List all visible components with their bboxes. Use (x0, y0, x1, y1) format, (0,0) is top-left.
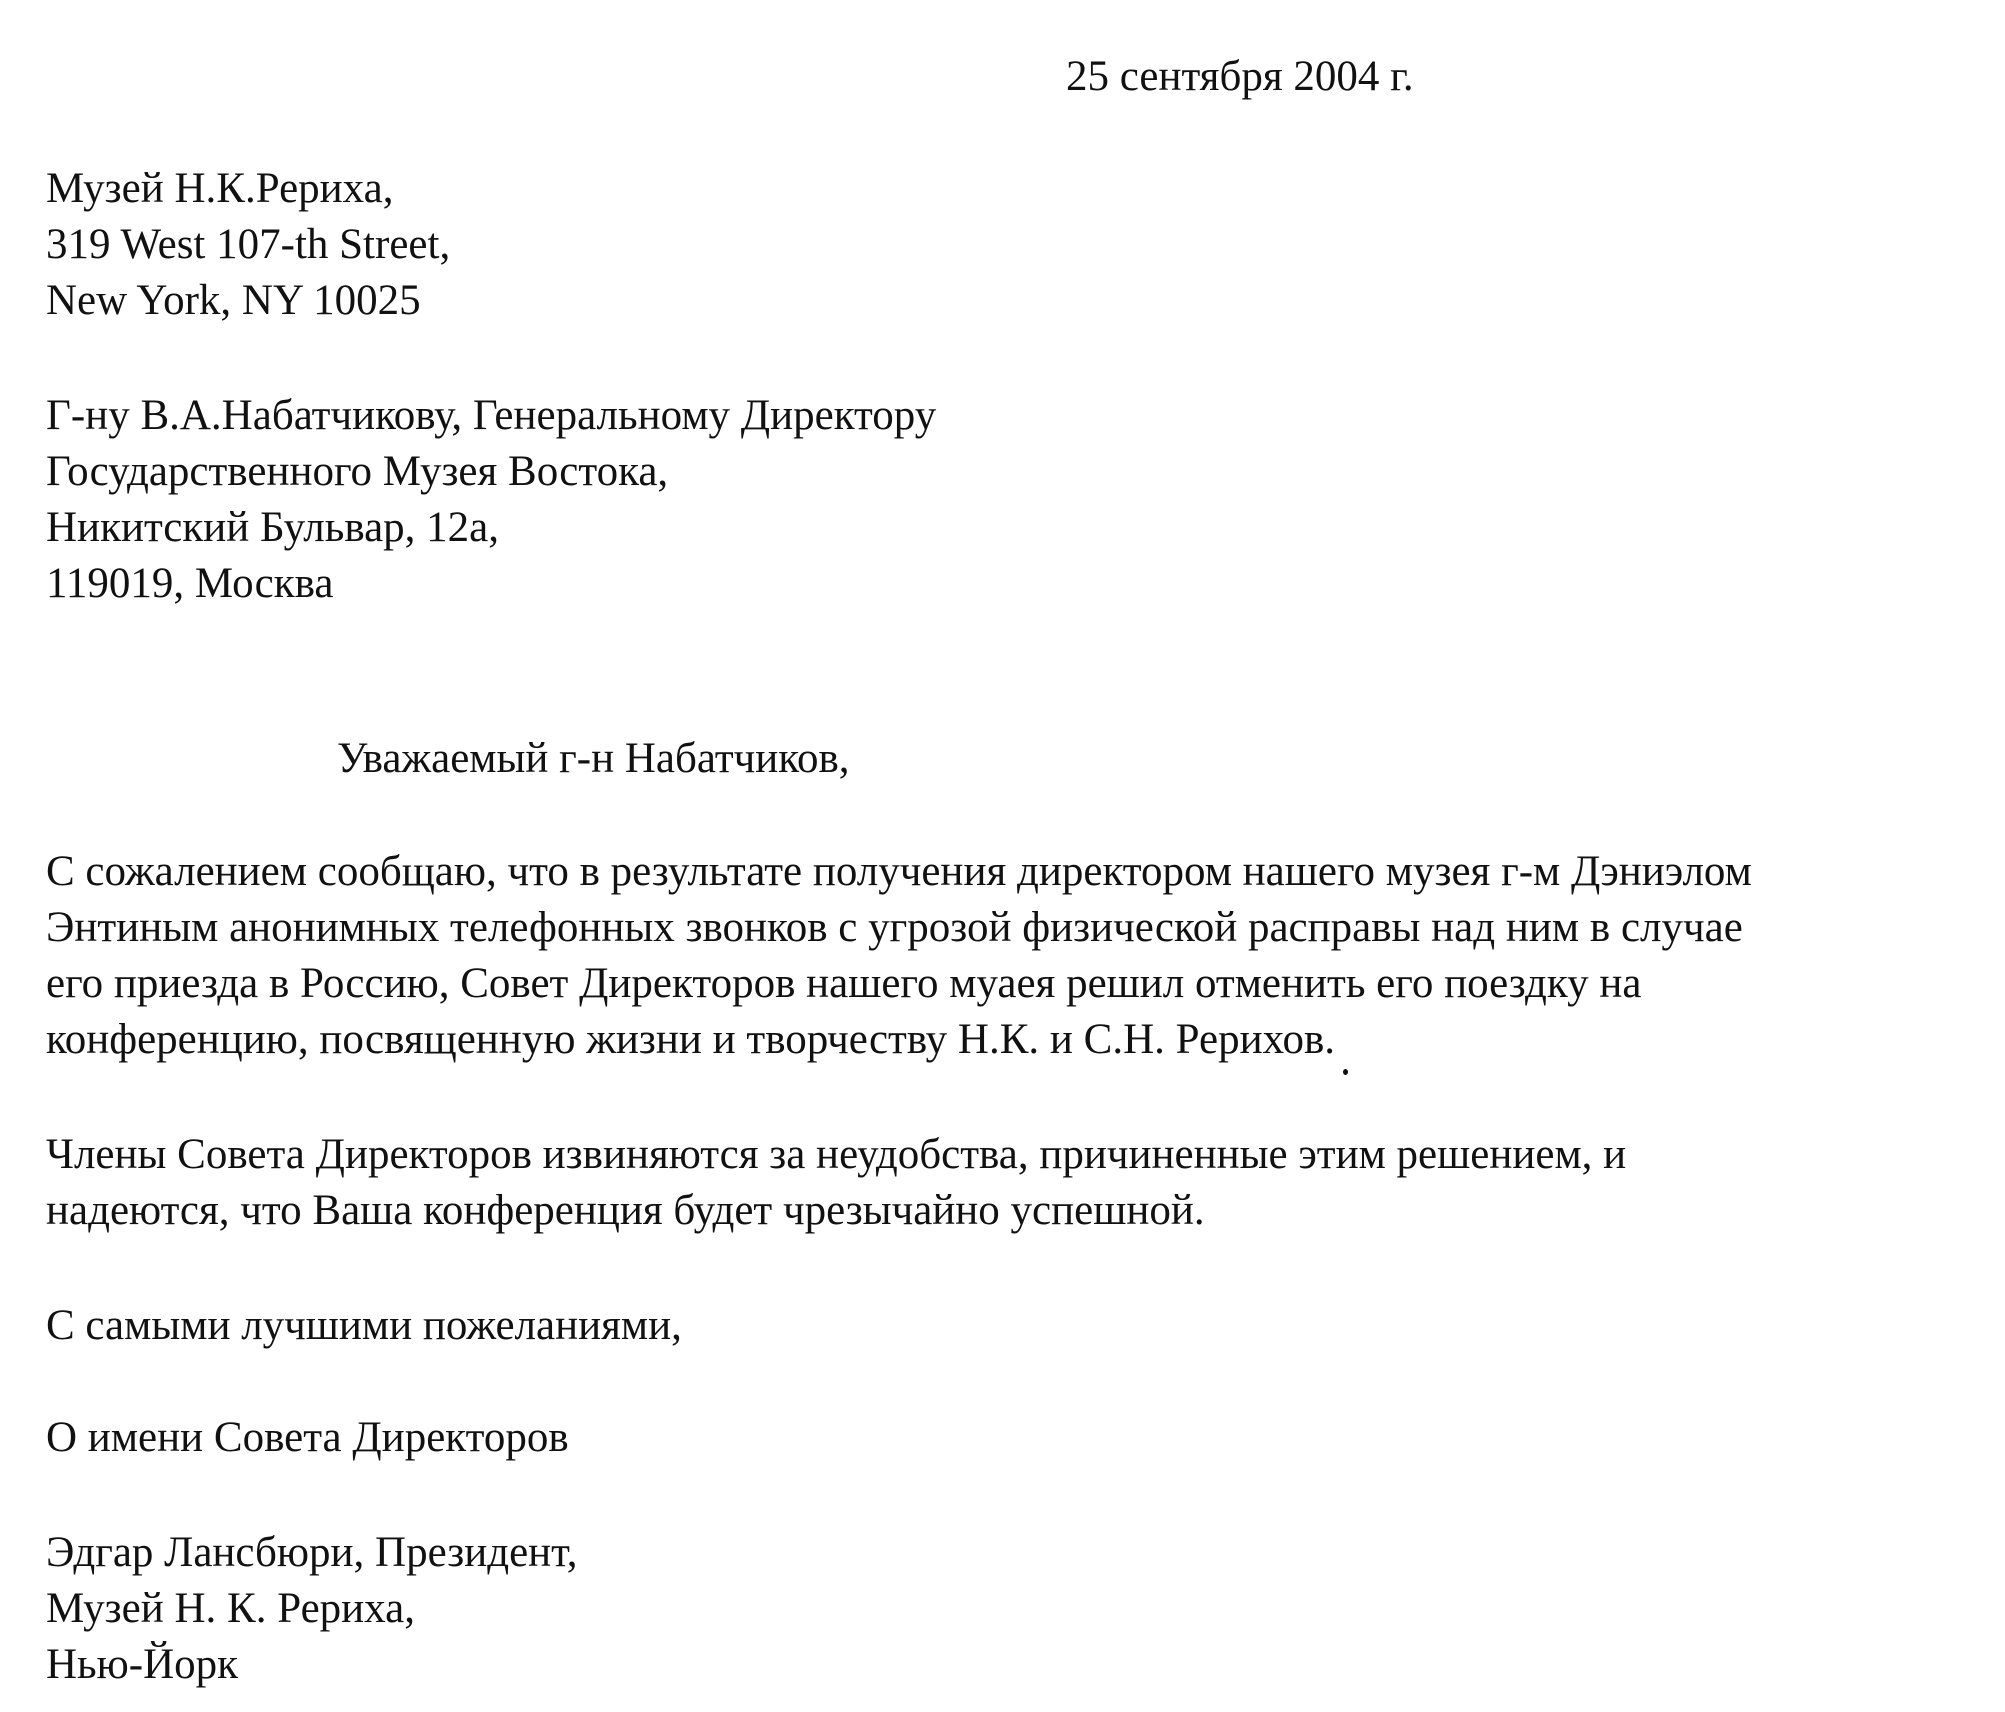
closing-line: С самыми лучшими пожеланиями, (46, 1302, 682, 1349)
recipient-line-2: Государственного Музея Востока, (46, 448, 669, 495)
paragraph-2-line-1: Члены Совета Директоров извиняются за неудобства, причиненные этим решением, и (46, 1131, 1627, 1178)
letter-date: 25 сентября 2004 г. (1066, 53, 1414, 100)
paragraph-1-line-2: Энтиным анонимных телефонных звонков с угрозой физической расправы над ним в случае (46, 904, 1743, 951)
signature-line-1: Эдгар Лансбюри, Президент, (46, 1529, 578, 1576)
recipient-line-4: 119019, Москва (46, 560, 334, 607)
sender-line-1: Музей Н.К.Рериха, (46, 165, 394, 212)
paragraph-1-line-4: конференцию, посвященную жизни и творчеству Н.К. и С.Н. Рерихов. (46, 1016, 1335, 1063)
recipient-line-3: Никитский Бульвар, 12а, (46, 504, 499, 551)
paragraph-2-line-2: надеются, что Ваша конференция будет чрезычайно успешной. (46, 1187, 1205, 1234)
recipient-line-1: Г-ну В.А.Набатчикову, Генеральному Директору (46, 392, 937, 439)
paragraph-1-line-3: его приезда в Россию, Совет Директоров нашего муаея решил отменить его поездку на (46, 960, 1642, 1007)
salutation: Уважаемый г-н Набатчиков, (337, 735, 850, 782)
sender-line-3: New York, NY 10025 (46, 277, 421, 324)
sender-line-2: 319 West 107-th Street, (46, 221, 451, 268)
on-behalf-line: О имени Совета Директоров (46, 1414, 569, 1461)
paragraph-1-line-1: С сожалением сообщаю, что в результате получения директором нашего музея г-м Дэниэлом (46, 848, 1752, 895)
ink-speck (1343, 1069, 1348, 1075)
signature-line-2: Музей Н. К. Рериха, (46, 1585, 415, 1632)
signature-line-3: Нью-Йорк (46, 1641, 239, 1688)
